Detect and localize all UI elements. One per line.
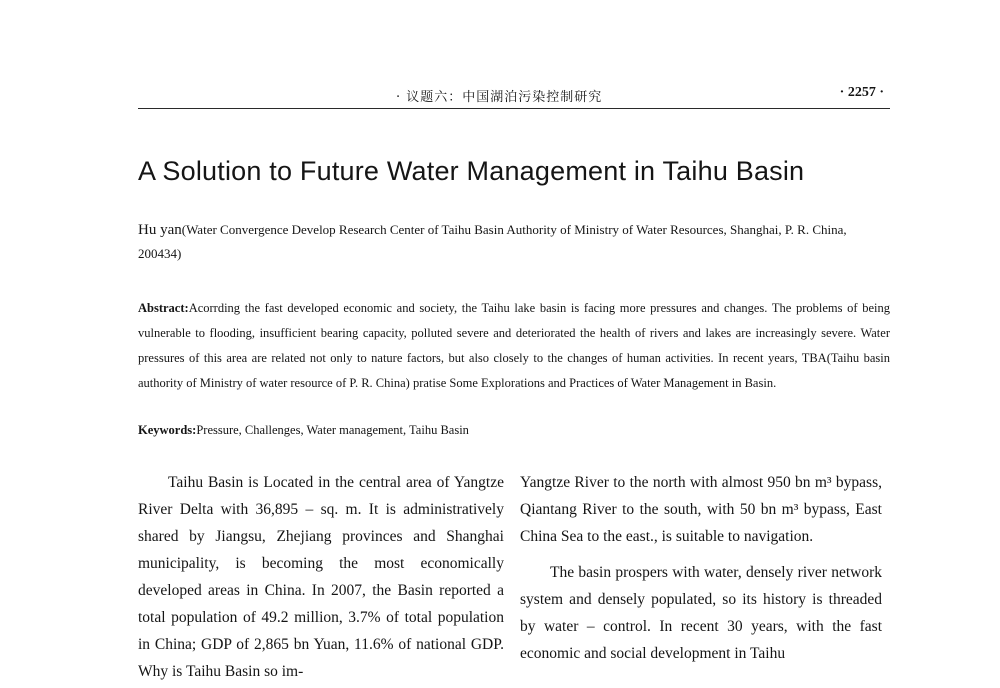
abstract-text: Acorrding the fast developed economic and society, the Taihu lake basin is facing more pressures and changes. The problems of being vulnerable to flooding, insufficient bearing capacity, polluted severe and deteriorated the health of rivers and lakes are increasingly severe. Water pressures of this area are related not only to nature factors, but also closely to the changes of human activities. In recent years, TBA(Taihu basin authority of Ministry of water resource of P. R. China) pratise Some Explorations and Practices of Water Management in Basin.: [138, 301, 890, 390]
page-number: · 2257 ·: [839, 85, 884, 100]
running-header: [138, 84, 890, 109]
keywords-text: Pressure, Challenges, Water management, Taihu Basin: [196, 423, 469, 437]
body-right-column: [520, 469, 882, 667]
keywords-label: Keywords:: [138, 423, 197, 437]
body-paragraph-continued: Yangtze River to the north with almost 950 bn m³ bypass, Qiantang River to the south, with 50 bn m³ bypass, East China Sea to the east., is suitable to navigation.: [520, 474, 882, 545]
keywords: [138, 419, 469, 441]
author-name: Hu yan: [138, 222, 182, 238]
author-affiliation: (Water Convergence Develop Research Center of Taihu Basin Authority of Ministry of Water Resources, Shanghai, P. R. China, 200434): [138, 222, 847, 261]
body-paragraph: Taihu Basin is Located in the central area of Yangtze River Delta with 36,895 – sq. m. It is administratively shared by Jiangsu, Zhejiang provinces and Shanghai municipality, is becoming the most economically developed areas in China. In 2007, the Basin reported a total population of 49.2 million, 3.7% of total population in China; GDP of 2,865 bn Yuan, 11.6% of national GDP. Why is Taihu Basin so im-: [138, 474, 504, 680]
body-left-column: [138, 469, 504, 685]
paper-title: A Solution to Future Water Management in Taihu Basin: [138, 156, 805, 186]
running-title: · 议题六：中国湖泊污染控制研究: [396, 90, 603, 105]
abstract: [138, 296, 890, 396]
body-paragraph: The basin prospers with water, densely river network system and densely populated, so its history is threaded by water – control. In recent 30 years, with the fast economic and social development in Taihu: [520, 564, 882, 662]
abstract-label: Abstract:: [138, 301, 189, 315]
author-block: [138, 218, 890, 265]
